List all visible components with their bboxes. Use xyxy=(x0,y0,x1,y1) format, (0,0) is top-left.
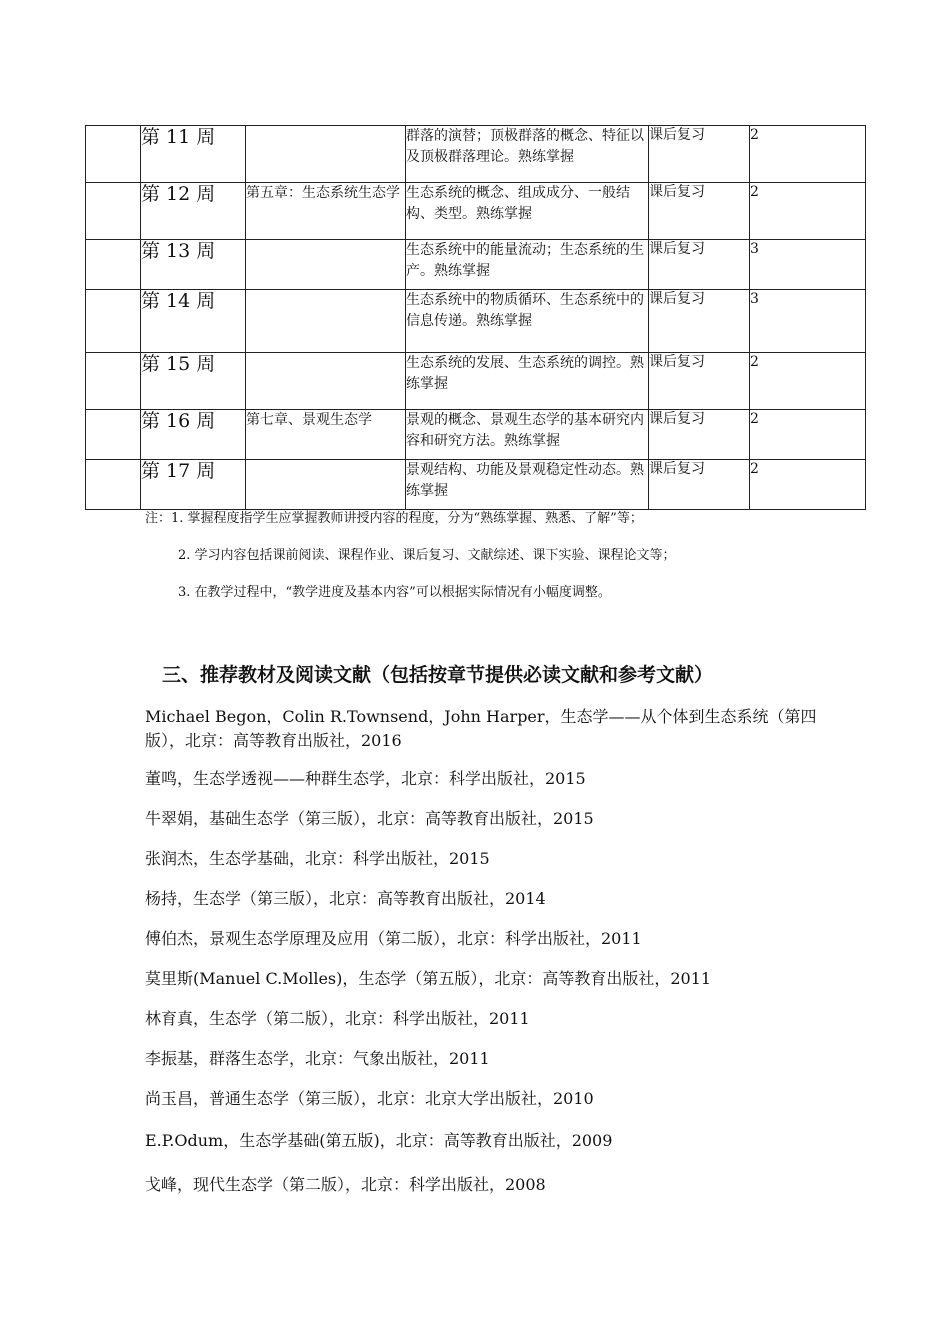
week-cell xyxy=(141,290,246,353)
schedule-row xyxy=(86,290,866,353)
lead-cell xyxy=(86,460,141,510)
reference-item: 杨持，生态学（第三版），北京：高等教育出版社，2014 xyxy=(145,889,546,908)
content-cell xyxy=(406,183,649,240)
reference-item: 张润杰，生态学基础，北京：科学出版社，2015 xyxy=(145,849,490,868)
content-cell xyxy=(406,460,649,510)
schedule-row xyxy=(86,183,866,240)
lead-cell xyxy=(86,126,141,183)
content-cell-text: 群落的演替；顶极群落的概念、特征以及顶极群落理论。熟练掌握 xyxy=(406,128,644,165)
schedule-row xyxy=(86,126,866,183)
chapter-cell xyxy=(246,290,406,353)
week-cell-text: 第 17 周 xyxy=(141,460,216,482)
reference-item: 李振基，群落生态学，北京：气象出版社，2011 xyxy=(145,1049,490,1068)
chapter-cell xyxy=(246,460,406,510)
content-cell xyxy=(406,240,649,290)
activity-cell-text: 课后复习 xyxy=(649,411,705,427)
content-cell-text: 生态系统的发展、生态系统的调控。熟练掌握 xyxy=(406,355,644,392)
week-cell-text: 第 11 周 xyxy=(141,126,216,148)
schedule-row xyxy=(86,353,866,410)
hours-cell xyxy=(750,240,866,290)
schedule-row xyxy=(86,460,866,510)
content-cell-text: 生态系统中的物质循环、生态系统中的信息传递。熟练掌握 xyxy=(406,292,644,329)
lead-cell xyxy=(86,410,141,460)
chapter-cell xyxy=(246,126,406,183)
week-cell xyxy=(141,460,246,510)
week-cell-text: 第 16 周 xyxy=(141,410,216,432)
activity-cell-text: 课后复习 xyxy=(649,184,705,200)
activity-cell xyxy=(649,410,750,460)
chapter-cell xyxy=(246,353,406,410)
reference-item: 莫里斯(Manuel C.Molles)，生态学（第五版），北京：高等教育出版社，2011 xyxy=(145,969,712,988)
week-cell-text: 第 14 周 xyxy=(141,290,216,312)
activity-cell-text: 课后复习 xyxy=(649,127,705,143)
schedule-row xyxy=(86,240,866,290)
activity-cell-text: 课后复习 xyxy=(649,241,705,257)
note-3: 3. 在教学过程中，“教学进度及基本内容”可以根据实际情况有小幅度调整。 xyxy=(178,585,611,600)
hours-cell-text: 2 xyxy=(750,127,759,143)
hours-cell xyxy=(750,460,866,510)
activity-cell-text: 课后复习 xyxy=(649,461,705,477)
activity-cell-text: 课后复习 xyxy=(649,291,705,307)
chapter-cell xyxy=(246,183,406,240)
content-cell xyxy=(406,353,649,410)
activity-cell xyxy=(649,290,750,353)
week-cell-text: 第 13 周 xyxy=(141,240,216,262)
reference-item: 傅伯杰，景观生态学原理及应用（第二版），北京：科学出版社，2011 xyxy=(145,929,642,948)
lead-cell xyxy=(86,290,141,353)
hours-cell xyxy=(750,410,866,460)
hours-cell xyxy=(750,126,866,183)
schedule-row xyxy=(86,410,866,460)
chapter-cell xyxy=(246,410,406,460)
hours-cell-text: 2 xyxy=(750,461,759,477)
reference-item: E.P.Odum，生态学基础(第五版)，北京：高等教育出版社，2009 xyxy=(145,1131,613,1150)
hours-cell-text: 2 xyxy=(750,354,759,370)
reference-item: 林育真，生态学（第二版），北京：科学出版社，2011 xyxy=(145,1009,530,1028)
reference-item: Michael Begon，Colin R.Townsend，John Harper，生态学——从个体到生态系统（第四版），北京：高等教育出版社，2016 xyxy=(145,707,817,750)
chapter-cell-text: 第七章、景观生态学 xyxy=(246,412,372,428)
lead-cell xyxy=(86,353,141,410)
reference-item: 戈峰，现代生态学（第二版），北京：科学出版社，2008 xyxy=(145,1175,546,1194)
lead-cell xyxy=(86,240,141,290)
activity-cell xyxy=(649,240,750,290)
week-cell xyxy=(141,126,246,183)
activity-cell-text: 课后复习 xyxy=(649,354,705,370)
activity-cell xyxy=(649,460,750,510)
reference-item: 董鸣，生态学透视——种群生态学，北京：科学出版社，2015 xyxy=(145,769,586,788)
content-cell-text: 景观结构、功能及景观稳定性动态。熟练掌握 xyxy=(406,462,644,499)
hours-cell-text: 3 xyxy=(750,291,759,307)
week-cell xyxy=(141,240,246,290)
week-cell xyxy=(141,183,246,240)
note-2: 2. 学习内容包括课前阅读、课程作业、课后复习、文献综述、课下实验、课程论文等； xyxy=(178,548,676,563)
hours-cell xyxy=(750,290,866,353)
reference-item: 尚玉昌，普通生态学（第三版），北京：北京大学出版社，2010 xyxy=(145,1089,594,1108)
lead-cell xyxy=(86,183,141,240)
chapter-cell-text: 第五章：生态系统生态学 xyxy=(246,185,400,201)
content-cell-text: 生态系统中的能量流动；生态系统的生产。熟练掌握 xyxy=(406,242,644,279)
hours-cell xyxy=(750,183,866,240)
content-cell xyxy=(406,290,649,353)
week-cell-text: 第 15 周 xyxy=(141,353,216,375)
week-cell xyxy=(141,410,246,460)
schedule-table xyxy=(85,125,866,510)
hours-cell-text: 3 xyxy=(750,241,759,257)
activity-cell xyxy=(649,353,750,410)
hours-cell-text: 2 xyxy=(750,411,759,427)
note-1: 注：1. 掌握程度指学生应掌握教师讲授内容的程度，分为“熟练掌握、熟悉、了解”等； xyxy=(145,511,643,526)
activity-cell xyxy=(649,126,750,183)
week-cell-text: 第 12 周 xyxy=(141,183,216,205)
section-title: 三、推荐教材及阅读文献（包括按章节提供必读文献和参考文献） xyxy=(162,664,714,686)
hours-cell xyxy=(750,353,866,410)
reference-item: 牛翠娟，基础生态学（第三版），北京：高等教育出版社，2015 xyxy=(145,809,594,828)
week-cell xyxy=(141,353,246,410)
content-cell-text: 生态系统的概念、组成成分、一般结构、类型。熟练掌握 xyxy=(406,185,630,222)
content-cell xyxy=(406,126,649,183)
content-cell xyxy=(406,410,649,460)
content-cell-text: 景观的概念、景观生态学的基本研究内容和研究方法。熟练掌握 xyxy=(406,412,644,449)
activity-cell xyxy=(649,183,750,240)
chapter-cell xyxy=(246,240,406,290)
hours-cell-text: 2 xyxy=(750,184,759,200)
